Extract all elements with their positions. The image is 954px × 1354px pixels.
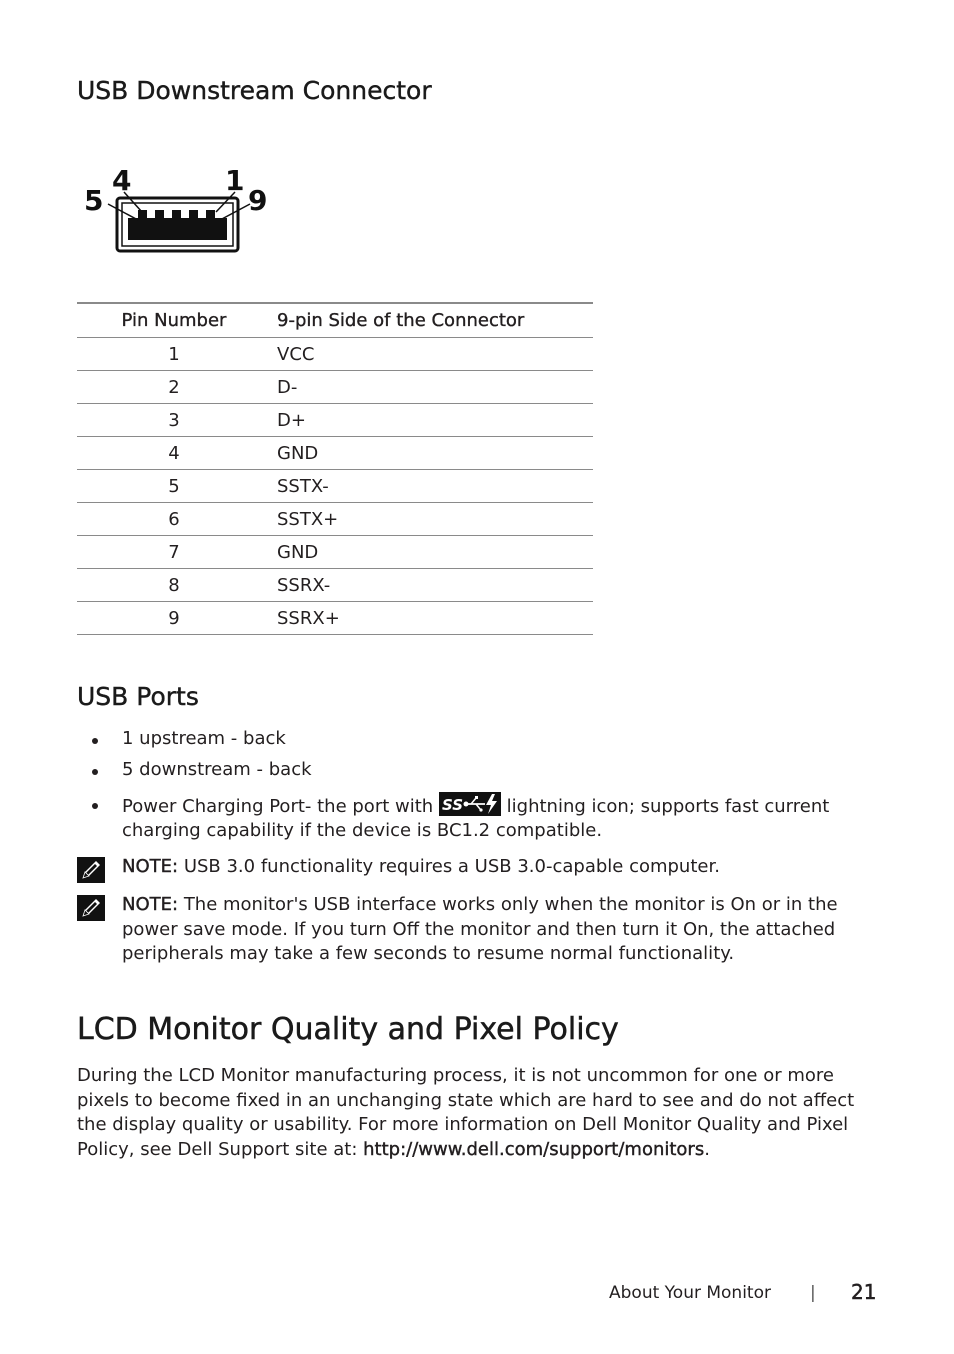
pin-number-cell: 1: [77, 338, 271, 371]
bullet: [92, 803, 98, 809]
pin-signal-cell: SSRX-: [271, 569, 593, 602]
footer-section-title: About Your Monitor: [609, 1283, 771, 1303]
contact-top: [172, 210, 181, 218]
note-pencil-icon: [77, 857, 105, 883]
section-heading-usb-downstream: USB Downstream Connector: [77, 76, 432, 105]
pin-number-cell: 9: [77, 602, 271, 635]
pointer-line: [124, 192, 142, 212]
pin-number-cell: 3: [77, 404, 271, 437]
pin-signal-cell: GND: [271, 437, 593, 470]
svg-text:SS: SS: [441, 796, 463, 814]
pin-number-cell: 8: [77, 569, 271, 602]
pin-number-cell: 6: [77, 503, 271, 536]
pin-signal-cell: GND: [271, 536, 593, 569]
list-item-text: lightning icon; supports fast current charging capability if the device is BC1.2 compatible.: [122, 796, 830, 841]
note-label: NOTE:: [122, 894, 179, 915]
pin-label-1: 1: [225, 164, 245, 197]
section-heading-usb-ports: USB Ports: [77, 682, 199, 711]
bullet: [92, 769, 98, 775]
note-pencil-icon: [77, 895, 105, 921]
table-body: [77, 338, 593, 635]
pointer-line: [220, 204, 250, 220]
table-row: [77, 602, 593, 635]
table-row: [77, 371, 593, 404]
column-header-pin-number: Pin Number: [77, 303, 271, 338]
pin-signal-cell: D+: [271, 404, 593, 437]
pin-label-5: 5: [84, 184, 104, 217]
pin-signal-cell: VCC: [271, 338, 593, 371]
table-row: [77, 404, 593, 437]
pin-assignment-table: [77, 302, 593, 635]
list-item-text: 1 upstream - back: [122, 728, 286, 749]
pin-number-cell: 4: [77, 437, 271, 470]
list-item-text: Power Charging Port- the port with: [122, 796, 434, 817]
note-usb3: [77, 855, 877, 880]
pin-signal-cell: SSRX+: [271, 602, 593, 635]
list-item: [77, 727, 877, 758]
note-usb-interface: [77, 893, 877, 967]
pin-number-cell: 2: [77, 371, 271, 404]
pin-signal-cell: SSTX+: [271, 503, 593, 536]
pin-label-4: 4: [112, 164, 132, 197]
paragraph-end: .: [704, 1138, 710, 1160]
contact-top: [189, 210, 198, 218]
section-heading-pixel-policy: LCD Monitor Quality and Pixel Policy: [77, 1012, 619, 1047]
dell-support-link[interactable]: http://www.dell.com/support/monitors: [363, 1138, 705, 1160]
paragraph-text: During the LCD Monitor manufacturing process, it is not uncommon for one or more pixels to become fixed in an unchanging state which are hard to see and do not affect the display quality or usability. For more information on Dell Monitor Quality and Pixel Policy, see Dell Support site at:: [77, 1065, 855, 1160]
pin-signal-cell: D-: [271, 371, 593, 404]
table-row: [77, 470, 593, 503]
note-text: The monitor's USB interface works only when the monitor is On or in the power save mode. If you turn Off the monitor and then turn it On, the attached peripherals may take a few seconds to resume normal functionality.: [122, 894, 838, 964]
bullet: [92, 738, 98, 744]
list-item-text: 5 downstream - back: [122, 759, 312, 780]
column-header-signal: 9-pin Side of the Connector: [271, 303, 593, 338]
note-label: NOTE:: [122, 856, 179, 877]
table-row: [77, 536, 593, 569]
pixel-policy-paragraph: [77, 1064, 887, 1162]
contact-top: [138, 210, 147, 218]
pin-label-9: 9: [248, 184, 268, 217]
contact-block: [128, 218, 227, 240]
table-header-row: [77, 303, 593, 338]
list-item: [77, 758, 877, 792]
pin-signal-cell: SSTX-: [271, 470, 593, 503]
table-row: [77, 437, 593, 470]
note-text: USB 3.0 functionality requires a USB 3.0-capable computer.: [183, 856, 720, 877]
ss-usb-lightning-icon: [439, 792, 501, 816]
page-number: 21: [851, 1280, 877, 1304]
pin-number-cell: 7: [77, 536, 271, 569]
table-row: [77, 338, 593, 371]
pointer-line: [108, 204, 138, 220]
table-row: [77, 503, 593, 536]
usb-connector-diagram: [80, 160, 280, 260]
contact-top: [155, 210, 164, 218]
table-row: [77, 569, 593, 602]
contact-top: [206, 210, 215, 218]
list-item: [77, 792, 877, 843]
pin-number-cell: 5: [77, 470, 271, 503]
footer-separator: |: [810, 1283, 816, 1303]
usb-ports-list: [77, 727, 877, 843]
